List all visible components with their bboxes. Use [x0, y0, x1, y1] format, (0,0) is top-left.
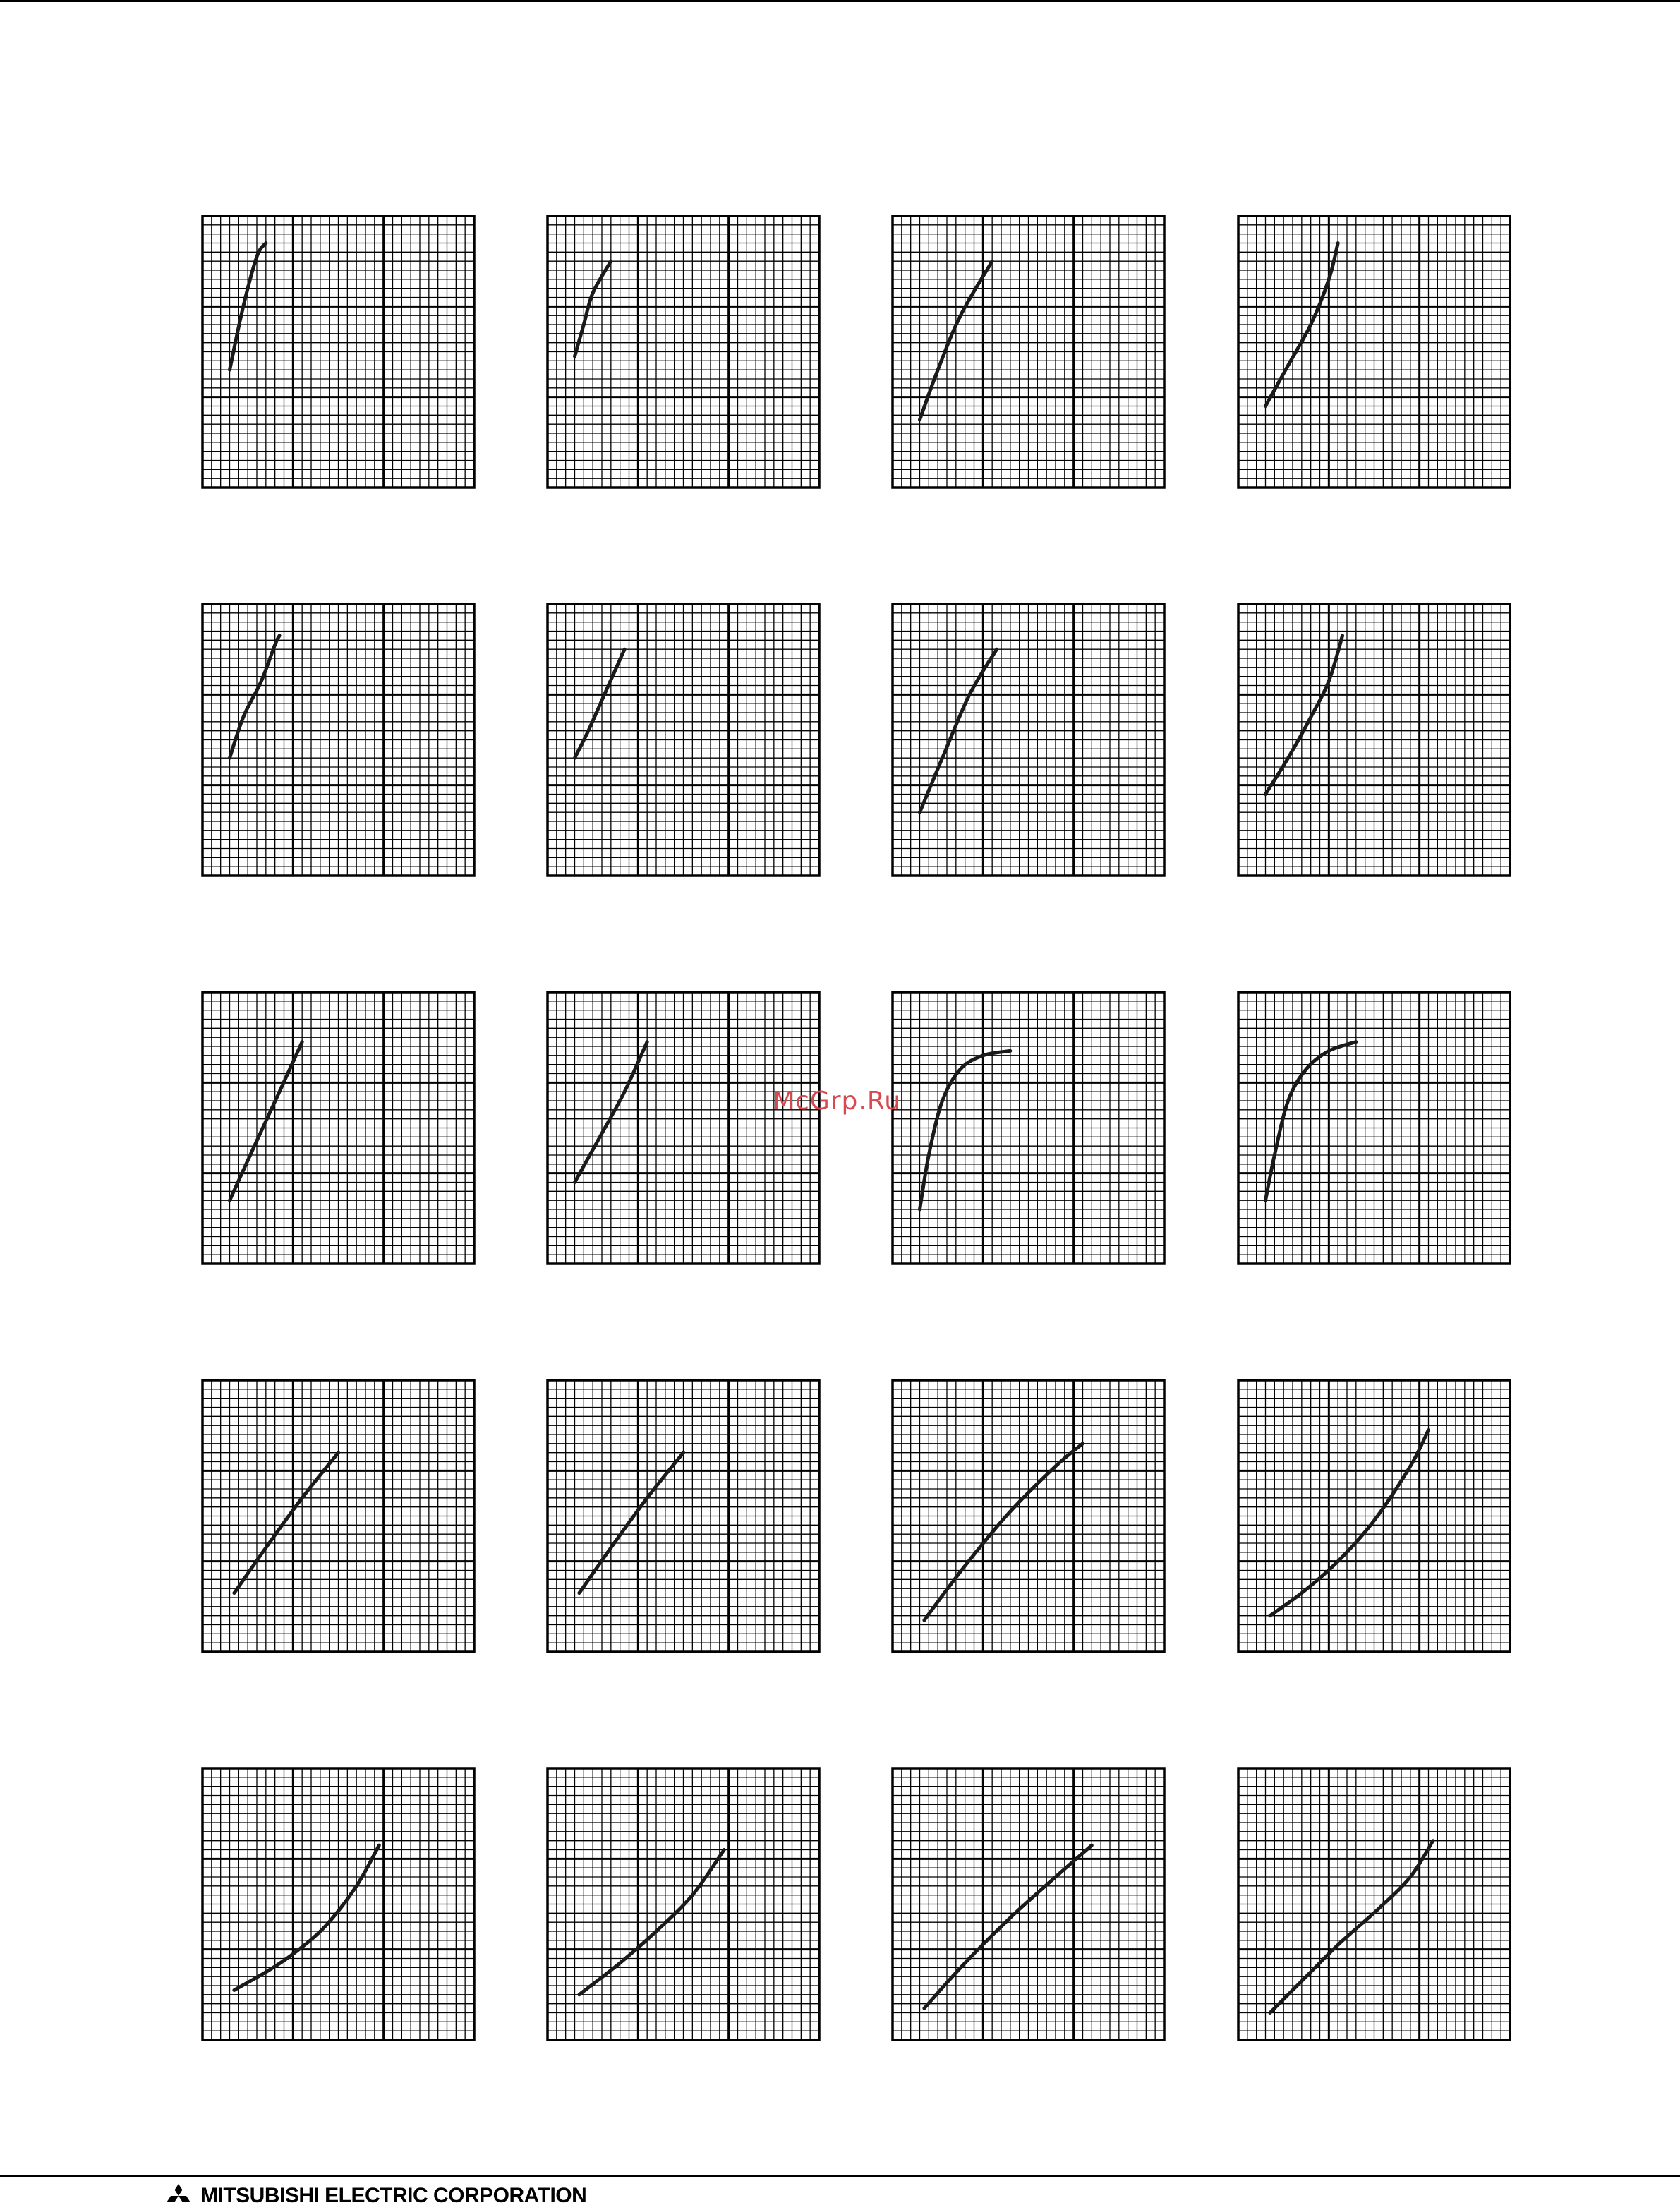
- chart-20: [1238, 1768, 1510, 2040]
- chart-13: [203, 1380, 474, 1652]
- chart-14: [548, 1380, 819, 1652]
- series-line: [1270, 1841, 1433, 2013]
- chart-9: [203, 992, 474, 1264]
- chart-10: [548, 992, 819, 1264]
- series-line: [234, 1453, 339, 1593]
- bottom-rule: [0, 2175, 1680, 2177]
- chart-1: [203, 216, 474, 488]
- three-diamond-logo-icon: [164, 2184, 193, 2208]
- watermark: McGrp.Ru: [773, 1087, 902, 1116]
- series-line: [579, 1453, 684, 1593]
- chart-5: [203, 604, 474, 876]
- chart-6: [548, 604, 819, 876]
- chart-17: [203, 1768, 474, 2040]
- series-line: [924, 1845, 1092, 2008]
- chart-3: [893, 216, 1164, 488]
- company-name: MITSUBISHI ELECTRIC CORPORATION: [200, 2184, 587, 2207]
- chart-18: [548, 1768, 819, 2040]
- chart-16: [1238, 1380, 1510, 1652]
- chart-11: [893, 992, 1164, 1264]
- series-line: [1266, 636, 1343, 795]
- chart-2: [548, 216, 819, 488]
- chart-4: [1238, 216, 1510, 488]
- chart-8: [1238, 604, 1510, 876]
- series-line: [1270, 1430, 1429, 1616]
- footer: [164, 2184, 586, 2208]
- chart-7: [893, 604, 1164, 876]
- chart-15: [893, 1380, 1164, 1652]
- chart-19: [893, 1768, 1164, 2040]
- chart-12: [1238, 992, 1510, 1264]
- series-line: [234, 1845, 379, 1990]
